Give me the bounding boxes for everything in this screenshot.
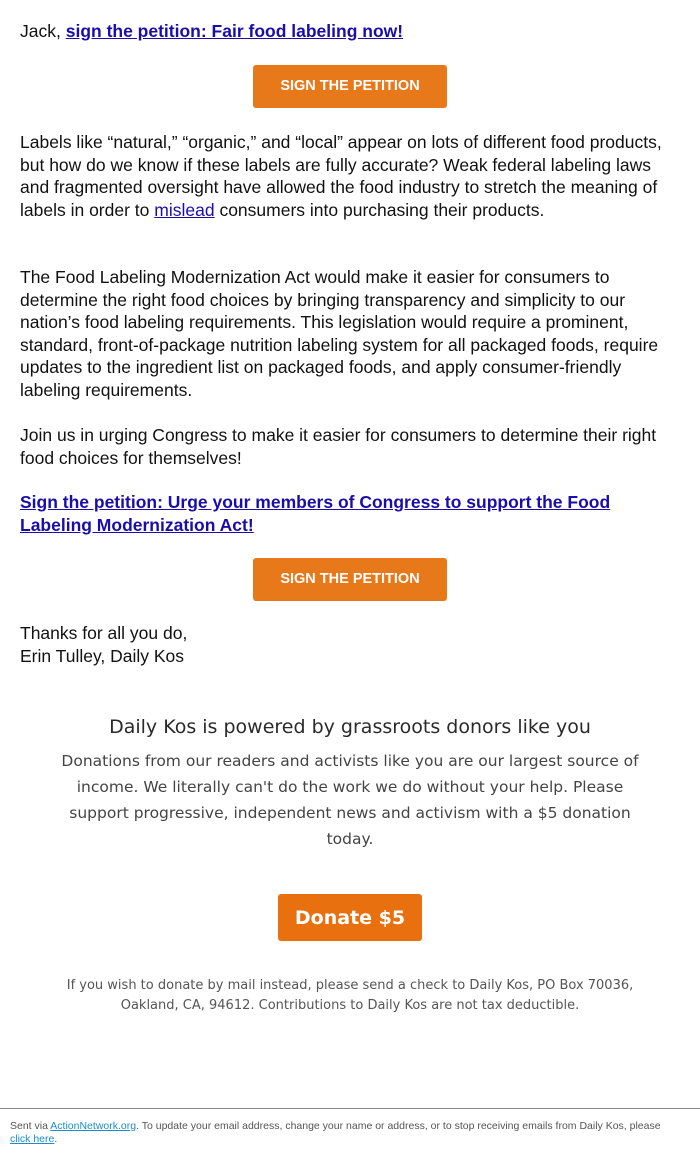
click-here-link[interactable]: click here — [10, 1133, 55, 1145]
footer-update-text: . To update your email address, change your name or address, or to stop receiving emails from Daily Kos, please — [136, 1120, 661, 1132]
mislead-link[interactable]: mislead — [154, 199, 215, 220]
signature — [20, 622, 680, 667]
signature-name: Erin Tulley, Daily Kos — [20, 645, 185, 666]
petition-button-bottom-wrap — [20, 558, 680, 601]
footer-sent-via: Sent via — [10, 1120, 48, 1132]
donate-button-wrap — [0, 894, 700, 941]
paragraph-labels-text: Labels like “natural,” “organic,” and “local” appear on lots of different food products, but how do we know if these labels are fully accurate? Weak federal labeling laws and fragmented oversight have allowed the food industry to stretch the meaning of labels in order to — [20, 132, 662, 220]
sign-petition-button-bottom[interactable]: SIGN THE PETITION — [253, 558, 447, 601]
greeting-line — [20, 20, 403, 43]
petition-button-top-wrap — [20, 65, 680, 108]
donate-text: Donations from our readers and activists like you are our largest source of income. We literally can't do the work we do without your help. Please support progressive, independent news and activism with a $5 donation today. — [61, 752, 639, 848]
paragraph-labels — [20, 131, 680, 221]
recipient-name: Jack, — [20, 21, 61, 41]
paragraph-act: The Food Labeling Modernization Act would make it easier for consumers to determine the right food choices by bringing transparency and simplicity to our nation’s food labeling requirements. This legislation would require a prominent, standard, front-of-package nutrition labeling system for all packaged foods, require updates to the ingredient list on packaged foods, and apply consumer-friendly labeling requirements. — [20, 267, 659, 400]
actionnetwork-link[interactable]: ActionNetwork.org — [50, 1120, 137, 1132]
donate-button[interactable]: Donate $5 — [278, 894, 422, 941]
donate-title: Daily Kos is powered by grassroots donors like you — [109, 716, 591, 738]
mail-donation-note: If you wish to donate by mail instead, please send a check to Daily Kos, PO Box 70036, Oakland, CA, 94612. Contributions to Daily Kos are not tax deductible. — [66, 978, 634, 1013]
donate-section — [40, 714, 660, 852]
paragraph-join: Join us in urging Congress to make it easier for consumers to determine their right food choices for themselves! — [20, 425, 657, 468]
petition-congress-link[interactable]: Sign the petition: Urge your members of Congress to support the Food Labeling Modernization Act! — [20, 492, 611, 535]
signature-thanks: Thanks for all you do, — [20, 623, 188, 643]
email-footer — [0, 1108, 700, 1176]
paragraph-labels-text-end: consumers into purchasing their products. — [219, 199, 545, 220]
sign-petition-button-top[interactable]: SIGN THE PETITION — [253, 65, 447, 108]
footer-end: . — [54, 1133, 58, 1145]
petition-link-paragraph — [20, 491, 680, 536]
petition-headline-link[interactable]: sign the petition: Fair food labeling now! — [65, 21, 404, 41]
footer-text — [10, 1120, 680, 1146]
